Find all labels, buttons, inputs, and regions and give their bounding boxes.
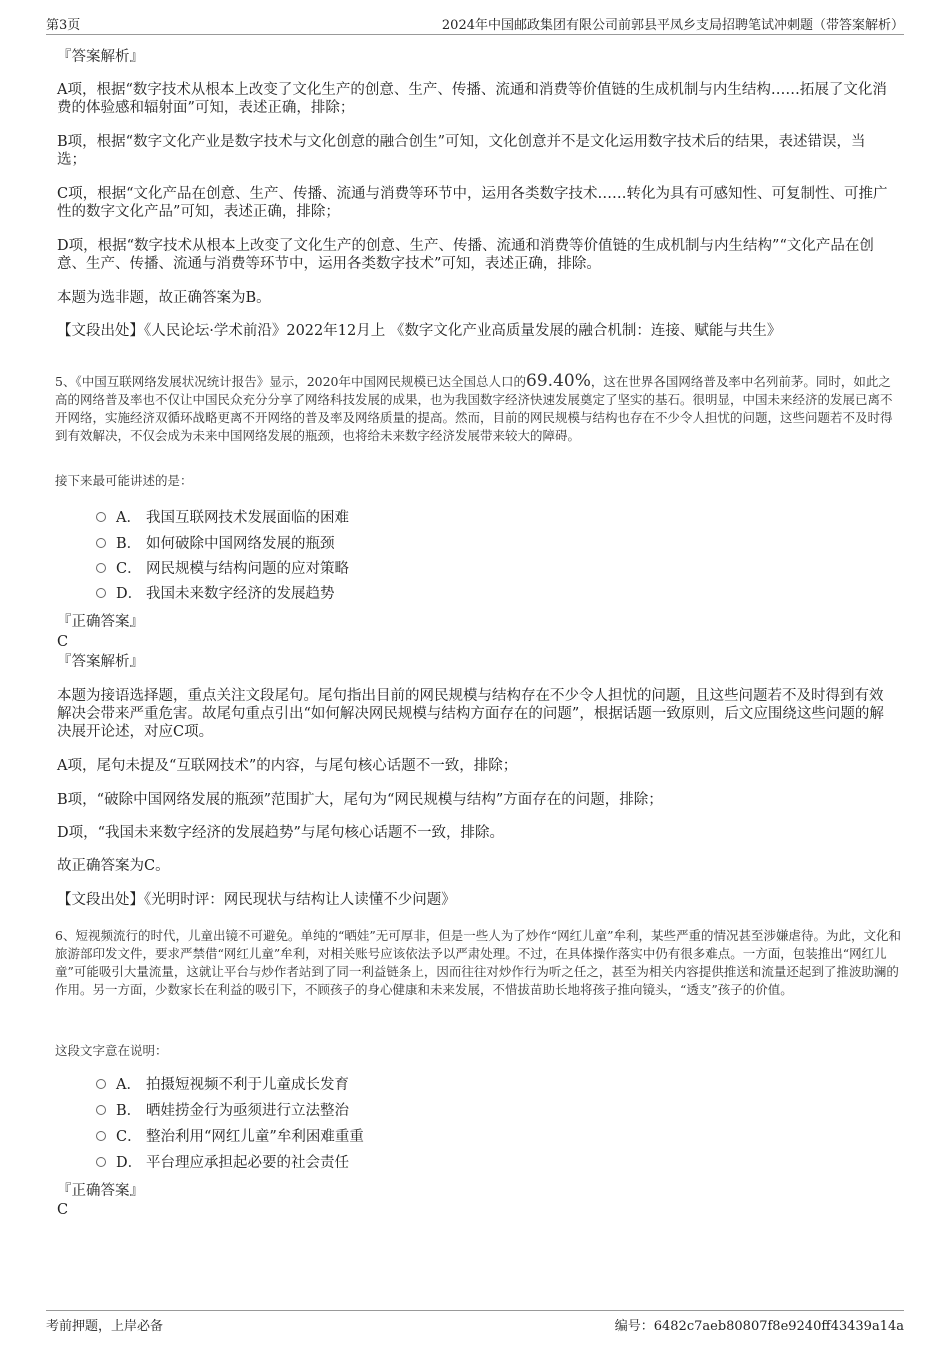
radio-icon[interactable] xyxy=(96,588,106,598)
radio-icon[interactable] xyxy=(96,563,106,573)
q6-option-c[interactable]: C． 整治利用“网红儿童”牟利困难重重 xyxy=(96,1128,364,1146)
q6-option-d[interactable]: D． 平台理应承担起必要的社会责任 xyxy=(96,1154,349,1172)
q6-answer: C xyxy=(57,1202,69,1218)
q6-option-a[interactable]: A． 拍摄短视频不利于儿童成长发育 xyxy=(96,1076,349,1094)
q6-question: 这段文字意在说明： xyxy=(55,1043,168,1058)
page-number: 第3页 xyxy=(46,18,81,33)
radio-icon[interactable] xyxy=(96,538,106,548)
q5-analysis-d: D项，“我国未来数字经济的发展趋势”与尾句核心话题不一致，排除。 xyxy=(57,825,504,841)
radio-icon[interactable] xyxy=(96,1079,106,1089)
radio-icon[interactable] xyxy=(96,1131,106,1141)
q5-conclusion: 故正确答案为C。 xyxy=(57,858,170,874)
q5-answer-label: 『正确答案』 xyxy=(57,614,144,630)
q5-analysis-intro: 本题为接语选择题，重点关注文段尾句。尾句指出目前的网民规模与结构存在不少令人担忧的问题，且这些问题若不及时得到有效解决会带来严重危害。故尾句重点引出“如何解决网民规模与结构方面存在的问题”，根据话题一致原则，后文应围绕这些问题的解决展开论述，对应C项。 xyxy=(57,688,884,740)
footer-code: 编号：6482c7aeb80807f8e9240ff43439a14a xyxy=(614,1319,904,1334)
q5-stem-pre: 5、《中国互联网络发展状况统计报告》显示，2020年中国网民规模已达全国总人口的 xyxy=(55,374,527,389)
q5-option-c[interactable]: C． 网民规模与结构问题的应对策略 xyxy=(96,560,349,578)
q4-analysis-a: A项，根据“数字技术从根本上改变了文化生产的创意、生产、传播、流通和消费等价值链的生成机制与内生结构……拓展了文化消费的体验感和辐射面”可知，表述正确，排除； xyxy=(57,82,887,116)
q4-source: 【文段出处】《人民论坛·学术前沿》2022年12月上 《数字文化产业高质量发展的融合机制：连接、赋能与共生》 xyxy=(57,323,782,339)
q5-analysis-b: B项，“破除中国网络发展的瓶颈”范围扩大，尾句为“网民规模与结构”方面存在的问题，排除； xyxy=(57,792,663,808)
q5-question: 接下来最可能讲述的是： xyxy=(55,473,193,488)
q6-answer-label: 『正确答案』 xyxy=(57,1183,144,1199)
page-header xyxy=(46,14,904,35)
q5-option-d[interactable]: D． 我国未来数字经济的发展趋势 xyxy=(96,585,335,603)
radio-icon[interactable] xyxy=(96,512,106,522)
q5-analysis-a: A项，尾句未提及“互联网技术”的内容，与尾句核心话题不一致，排除； xyxy=(57,758,518,774)
document-title: 2024年中国邮政集团有限公司前郭县平凤乡支局招聘笔试冲刺题（带答案解析） xyxy=(441,18,904,33)
q6-stem: 6、短视频流行的时代，儿童出镜不可避免。单纯的“晒娃”无可厚非，但是一些人为了炒作“网红儿童”牟利，某些严重的情况甚至涉嫌虐待。为此，文化和旅游部印发文件，要求严禁借“网红儿童”牟利，对相关账号应该依法予以严肃处理。不过，在具体操作落实中仍有很多难点。一方面，包装推出“网红儿童”可能吸引大量流量，这就让平台与炒作者站到了同一利益链条上，因而往往对炒作行为听之任之，甚至为相关内容提供推送和流量还起到了推波助澜的作用。另一方面，少数家长在利益的吸引下，不顾孩子的身心健康和未来发展，不惜拔苗助长地将孩子推向镜头，“透支”孩子的价值。 xyxy=(55,928,902,997)
q5-option-b[interactable]: B． 如何破除中国网络发展的瓶颈 xyxy=(96,535,335,553)
q5-stem xyxy=(55,372,902,445)
q4-analysis-c: C项，根据“文化产品在创意、生产、传播、流通与消费等环节中，运用各类数字技术……转化为具有可感知性、可复制性、可推广性的数字文化产品”可知，表述正确，排除； xyxy=(57,186,888,220)
q4-analysis-d: D项，根据“数字技术从根本上改变了文化生产的创意、生产、传播、流通和消费等价值链的生成机制与内生结构”“文化产品在创意、生产、传播、流通与消费等环节中，运用各类数字技术”可知，表述正确，排除。 xyxy=(57,238,874,272)
q5-source: 【文段出处】《光明时评：网民现状与结构让人读懂不少问题》 xyxy=(57,892,456,908)
page-footer xyxy=(46,1310,904,1336)
q4-analysis-b: B项，根据“数字文化产业是数字技术与文化创意的融合创生”可知，文化创意并不是文化运用数字技术后的结果，表述错误，当选； xyxy=(57,134,866,168)
q5-option-a[interactable]: A． 我国互联网技术发展面临的困难 xyxy=(96,509,349,527)
q4-analysis-label: 『答案解析』 xyxy=(57,49,144,65)
q6-option-b[interactable]: B． 晒娃捞金行为亟须进行立法整治 xyxy=(96,1102,349,1120)
q4-conclusion: 本题为选非题，故正确答案为B。 xyxy=(57,290,271,306)
q5-stem-percent: 69.40% xyxy=(526,371,591,391)
radio-icon[interactable] xyxy=(96,1157,106,1167)
q5-stem-post: ，这在世界各国网络普及率中名列前茅。同时，如此之高的网络普及率也不仅让中国民众充分分享了网络科技发展的成果，也为我国数字经济快速发展奠定了坚实的基石。很明显，中国未来经济的发展已离不开网络，实施经济双循环战略更离不开网络的普及率及网络质量的提高。然而，目前的网民规模与结构也存在不少令人担忧的问题，这些问题若不及时得到有效解决，不仅会成为未来中国网络发展的瓶颈，也将给未来数字经济发展带来较大的障碍。 xyxy=(55,374,893,443)
footer-slogan: 考前押题，上岸必备 xyxy=(46,1319,164,1334)
q5-answer: C xyxy=(57,634,69,650)
radio-icon[interactable] xyxy=(96,1105,106,1115)
q5-analysis-label: 『答案解析』 xyxy=(57,654,144,670)
